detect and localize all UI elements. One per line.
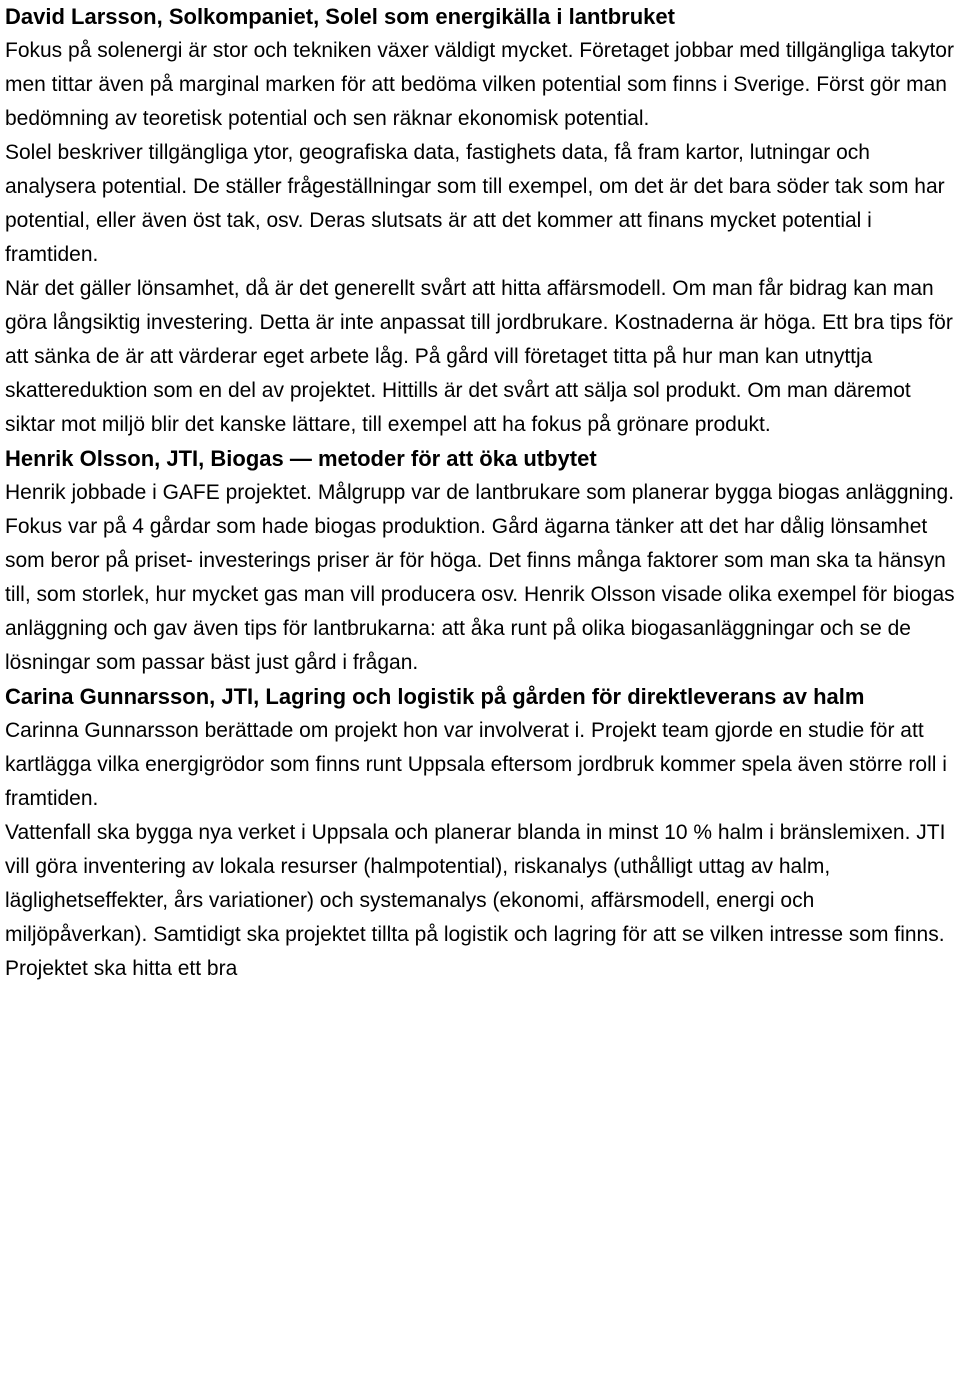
paragraph-solel-1: Fokus på solenergi är stor och tekniken växer väldigt mycket. Företaget jobbar med tillgängliga takytor men tittar även på marginal marken för att bedöma vilken potential som finns i Sverige. Först gör man bedömning av teoretisk potential och sen räknar ekonomisk potential. [5,39,954,130]
section-heading-biogas: Henrik Olsson, JTI, Biogas — metoder för att öka utbytet [5,446,597,471]
paragraph-solel-2: Solel beskriver tillgängliga ytor, geografiska data, fastighets data, få fram kartor, lutningar och analysera potential. De ställer frågeställningar som till exempel, om det är det bara söder tak som har potential, eller även öst tak, osv. Deras slutsats är att det kommer att finans mycket potential i framtiden. [5,141,945,266]
section-heading-halm: Carina Gunnarsson, JTI, Lagring och logistik på gården för direktleverans av halm [5,684,865,709]
paragraph-biogas-1: Henrik jobbade i GAFE projektet. Målgrupp var de lantbrukare som planerar bygga biogas anläggning. Fokus var på 4 gårdar som hade biogas produktion. Gård ägarna tänker att det har dålig lönsamhet som beror på priset- investerings priser är för höga. Det finns många faktorer som man ska ta hänsyn till, som storlek, hur mycket gas man vill producera osv. Henrik Olsson visade olika exempel för biogas anläggning och gav även tips för lantbrukarna: att åka runt på olika biogasanläggningar och se de lösningar som passar bäst just gård i frågan. [5,481,955,674]
paragraph-halm-1: Carinna Gunnarsson berättade om projekt hon var involverat i. Projekt team gjorde en studie för att kartlägga vilka energigrödor som finns runt Uppsala eftersom jordbruk kommer spela även större roll i framtiden. [5,719,947,810]
section-heading-solel: David Larsson, Solkompaniet, Solel som energikälla i lantbruket [5,4,675,29]
paragraph-solel-3: När det gäller lönsamhet, då är det generellt svårt att hitta affärsmodell. Om man får bidrag kan man göra långsiktig investering. Detta är inte anpassat till jordbrukare. Kostnaderna är höga. Ett bra tips för att sänka de är att värderar eget arbete låg. På gård vill företaget titta på hur man kan utnyttja skattereduktion som en del av projektet. Hittills är det svårt att sälja sol produkt. Om man däremot siktar mot miljö blir det kanske lättare, till exempel att ha fokus på grönare produkt. [5,277,953,436]
paragraph-halm-2: Vattenfall ska bygga nya verket i Uppsala och planerar blanda in minst 10 % halm i bränslemixen. JTI vill göra inventering av lokala resurser (halmpotential), riskanalys (uthålligt uttag av halm, läglighetseffekter, års variationer) och systemanalys (ekonomi, affärsmodell, energi och miljöpåverkan). Samtidigt ska projektet tillta på logistik och lagring för att se vilken intresse som finns. Projektet ska hitta ett bra [5,821,946,980]
